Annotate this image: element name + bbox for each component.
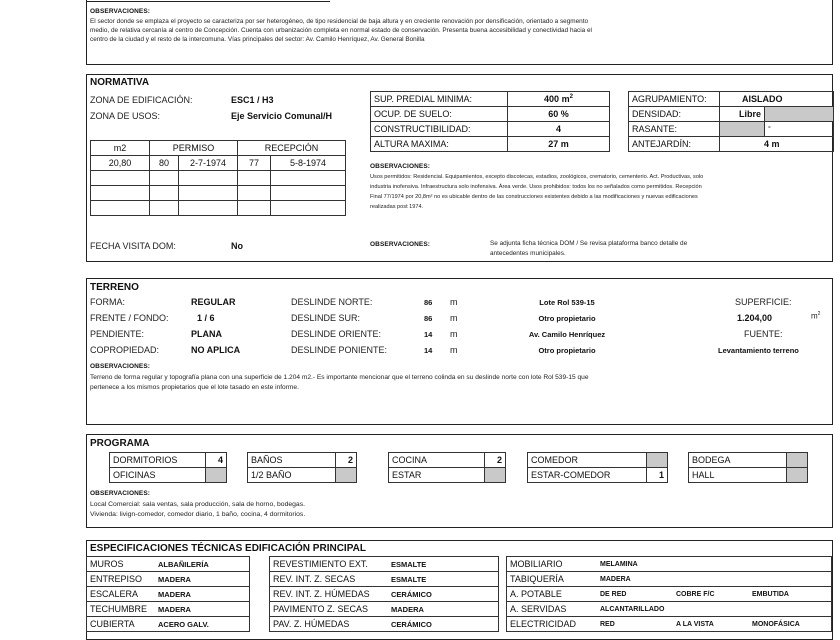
spec-row [87, 617, 250, 632]
normativa-title: NORMATIVA [90, 77, 150, 88]
programa-label: ESTAR-COMEDOR [528, 468, 647, 483]
header-recepcion: RECEPCIÓN [238, 141, 346, 156]
fecha-visita-label: FECHA VISITA DOM: [90, 241, 176, 251]
cell [179, 171, 238, 186]
spec-label: REVESTIMIENTO EXT. [270, 557, 389, 572]
spec-value: COBRE F/C [673, 587, 749, 602]
programa-section [86, 434, 833, 528]
cell: 80 [150, 156, 179, 171]
spec-label: ELECTRICIDAD [507, 617, 598, 632]
spec-label: PAVIMENTO Z. SECAS [270, 602, 389, 617]
permisos-row [91, 156, 346, 171]
spec-value [673, 572, 749, 587]
param-row [629, 107, 834, 122]
spec-value: A LA VISTA [673, 617, 749, 632]
deslinde-colinda: Otro propietario [538, 346, 596, 355]
terreno-label: PENDIENTE: [90, 329, 145, 339]
spec-row [507, 602, 832, 617]
programa-group [388, 452, 506, 483]
deslinde-unit: m [450, 313, 458, 323]
superficie-label: SUPERFICIE: [735, 297, 792, 307]
param-value: 4 m [720, 137, 834, 152]
programa-title: PROGRAMA [90, 438, 150, 449]
param-row [371, 122, 610, 137]
param-label: RASANTE: [629, 122, 720, 137]
terreno-value: REGULAR [191, 297, 236, 307]
permisos-row [91, 171, 346, 186]
spec-value: EMBUTIDA [749, 587, 832, 602]
param-value: 400 $m^2$ [508, 92, 610, 107]
permisos-table [90, 140, 346, 216]
spec-label: CUBIERTA [87, 617, 156, 632]
spec-row [270, 587, 499, 602]
programa-group [527, 452, 668, 483]
programa-value [787, 468, 808, 483]
programa-value [787, 453, 808, 468]
cell [91, 186, 150, 201]
terreno-section [86, 278, 833, 425]
spec-value: MONOFÁSICA [749, 617, 832, 632]
params-right-table [628, 91, 834, 152]
programa-value: 1 [647, 468, 668, 483]
deslinde-label: DESLINDE SUR: [291, 313, 361, 323]
permisos-row [91, 186, 346, 201]
spec-value [673, 557, 749, 572]
cell [150, 171, 179, 186]
sector-obs-line: medio, de relativa cercanía al centro de Concepción. Cuenta con urbanización completa en normal estado de conservación. Presenta buena accesibilidad y conectividad hacia el [90, 27, 592, 34]
cell [179, 186, 238, 201]
programa-group [688, 452, 808, 483]
params-mid-table [370, 91, 610, 152]
deslinde-colinda: Lote Rol 539-15 [539, 298, 595, 307]
cell [91, 201, 150, 216]
shaded-cell [765, 107, 834, 122]
param-row [629, 137, 834, 152]
param-value: 27 m [508, 137, 610, 152]
programa-label: BAÑOS [248, 453, 336, 468]
deslinde-dist: 14 [424, 330, 433, 339]
cell: 20,80 [91, 156, 150, 171]
programa-row [110, 453, 227, 468]
normativa-section [86, 74, 833, 262]
deslinde-unit: m [450, 345, 458, 355]
param-label: AGRUPAMIENTO: [629, 92, 720, 107]
spec-label: MOBILIARIO [507, 557, 598, 572]
terreno-label: FRENTE / FONDO: [90, 313, 169, 323]
terreno-label: FORMA: [90, 297, 125, 307]
cell [150, 186, 179, 201]
programa-row [528, 453, 668, 468]
spec-label: MUROS [87, 557, 156, 572]
programa-value [647, 453, 668, 468]
programa-label: ESTAR [389, 468, 485, 483]
permisos-row [91, 201, 346, 216]
programa-obs-line: Local Comercial: sala ventas, sala producción, sala de horno, bodegas. [90, 501, 305, 508]
spec-row [270, 557, 499, 572]
param-row [629, 122, 834, 137]
deslinde-label: DESLINDE NORTE: [291, 297, 373, 307]
sector-section [86, 0, 833, 65]
spec-value: ALCANTARILLADO [597, 602, 832, 617]
deslinde-dist: 86 [424, 298, 433, 307]
deslinde-dist: 86 [424, 314, 433, 323]
spec-label: TABIQUERÍA [507, 572, 598, 587]
programa-obs-line: Vivienda: livign-comedor, comedor diario, 1 baño, cocina, 4 dormitorios. [90, 511, 306, 518]
spec-row [507, 617, 832, 632]
spec-label: REV. INT. Z. HÚMEDAS [270, 587, 389, 602]
programa-label: 1/2 BAÑO [248, 468, 336, 483]
normativa-obs2-line: Se adjunta ficha técnica DOM / Se revisa plataforma banco detalle de [490, 240, 688, 247]
spec-row [87, 557, 250, 572]
param-label: ALTURA MAXIMA: [371, 137, 508, 152]
programa-row [689, 468, 808, 483]
terreno-obs-line: pertenece a los mismos propietarios que el lote tasado en este informe. [90, 384, 299, 391]
cell [238, 201, 271, 216]
terreno-value: NO APLICA [191, 345, 241, 355]
spec-value: ESMALTE [388, 572, 499, 587]
cell: 5-8-1974 [271, 156, 346, 171]
cell [238, 186, 271, 201]
programa-value [206, 468, 227, 483]
terreno-obs-title: OBSERVACIONES: [90, 363, 151, 370]
spec-value: MADERA [597, 572, 673, 587]
programa-group [109, 452, 227, 483]
programa-label: HALL [689, 468, 787, 483]
cell [150, 201, 179, 216]
spec-label: ENTREPISO [87, 572, 156, 587]
programa-row [110, 468, 227, 483]
programa-label: DORMITORIOS [110, 453, 206, 468]
spec-label: PAV. Z. HÚMEDAS [270, 617, 389, 632]
param-row [371, 137, 610, 152]
normativa-obs1-line: Final 77/1974 por 20,8m² no es ubicable dentro de las construcciones existentes debido a las modificaciones y nuevas edificaciones [370, 194, 698, 200]
programa-obs-title: OBSERVACIONES: [90, 490, 151, 497]
zona-edificacion-label: ZONA DE EDIFICACIÓN: [90, 95, 193, 105]
deslinde-label: DESLINDE ORIENTE: [291, 329, 382, 339]
especificaciones-title: ESPECIFICACIONES TÉCNICAS EDIFICACIÓN PRINCIPAL [90, 543, 366, 554]
cell [271, 201, 346, 216]
param-label: DENSIDAD: [629, 107, 720, 122]
param-value: 60 % [508, 107, 610, 122]
spec-row [87, 572, 250, 587]
programa-value [485, 468, 506, 483]
deslinde-unit: m [450, 329, 458, 339]
spec-label: ESCALERA [87, 587, 156, 602]
normativa-obs1-title: OBSERVACIONES: [370, 163, 431, 170]
param-label: ANTEJARDÍN: [629, 137, 720, 152]
programa-row [389, 453, 506, 468]
normativa-obs1-line: Usos permitidos: Residencial. Equipamientos, excepto discotecas, estadios, zoológicos, crematorio, cementerio. Act. Productivas, solo [370, 174, 704, 180]
zona-edificacion-value: ESC1 / H3 [231, 95, 274, 105]
terreno-title: TERRENO [90, 282, 139, 293]
spec-value: ALBAÑILERÍA [155, 557, 250, 572]
spec-value: RED [597, 617, 673, 632]
programa-row [248, 453, 357, 468]
spec-value: ACERO GALV. [155, 617, 250, 632]
superficie-unit: $m^2$ [811, 311, 821, 321]
spec-row [270, 617, 499, 632]
cell [179, 201, 238, 216]
normativa-obs1-line: realizadas post 1974. [370, 204, 424, 210]
param-row [371, 107, 610, 122]
cell [91, 171, 150, 186]
param-label: CONSTRUCTIBILIDAD: [371, 122, 508, 137]
spec-value: MADERA [388, 602, 499, 617]
spec-value: MADERA [155, 572, 250, 587]
normativa-obs2-line: antecedentes municipales. [490, 250, 566, 257]
especificaciones-col1 [86, 556, 250, 632]
param-row [371, 92, 610, 107]
spec-label: REV. INT. Z. SECAS [270, 572, 389, 587]
programa-value: 2 [336, 453, 357, 468]
sector-top-bar-left [87, 0, 330, 2]
terreno-value: PLANA [191, 329, 222, 339]
programa-row [389, 468, 506, 483]
cell [238, 171, 271, 186]
programa-row [248, 468, 357, 483]
programa-label: BODEGA [689, 453, 787, 468]
spec-label: TECHUMBRE [87, 602, 156, 617]
programa-value: 4 [206, 453, 227, 468]
spec-value: MELAMINA [597, 557, 673, 572]
spec-row [270, 572, 499, 587]
programa-label: OFICINAS [110, 468, 206, 483]
spec-value: DE RED [597, 587, 673, 602]
cell: 77 [238, 156, 271, 171]
deslinde-unit: m [450, 297, 458, 307]
spec-row [87, 587, 250, 602]
programa-row [528, 468, 668, 483]
spec-row [507, 557, 832, 572]
spec-value: ESMALTE [388, 557, 499, 572]
param-value: 4 [508, 122, 610, 137]
zona-usos-label: ZONA DE USOS: [90, 111, 161, 121]
spec-value [749, 557, 832, 572]
deslinde-colinda: Av. Camilo Henríquez [528, 330, 606, 339]
terreno-label: COPROPIEDAD: [90, 345, 160, 355]
param-label: OCUP. DE SUELO: [371, 107, 508, 122]
spec-value [749, 572, 832, 587]
param-value: Libre [720, 107, 765, 122]
deslinde-colinda: Otro propietario [538, 314, 596, 323]
cell [271, 171, 346, 186]
permisos-header-row [91, 141, 346, 156]
spec-label: A. POTABLE [507, 587, 598, 602]
spec-row [507, 572, 832, 587]
param-label: SUP. PREDIAL MINIMA: [371, 92, 508, 107]
param-row [629, 92, 834, 107]
spec-label: A. SERVIDAS [507, 602, 598, 617]
spec-row [507, 587, 832, 602]
spec-value: MADERA [155, 602, 250, 617]
terreno-value: 1 / 6 [197, 313, 215, 323]
normativa-obs2-title: OBSERVACIONES: [370, 241, 431, 248]
fuente-label: FUENTE: [744, 329, 783, 339]
terreno-obs-line: Terreno de forma regular y topografía plana con una superficie de 1.204 m2.- Es importante mencionar que el terreno colinda en su deslinde norte con lote Rol 539-15 que [90, 374, 589, 381]
spec-row [270, 602, 499, 617]
normativa-obs1-line: industria inofensiva. Infraestructura solo inofensiva. Área verde. Usos prohibidos: todos los no señalados como permitidos. Recepción [370, 184, 702, 190]
shaded-cell [720, 122, 765, 137]
header-permiso: PERMISO [150, 141, 238, 156]
programa-group [247, 452, 357, 483]
zona-usos-value: Eje Servicio Comunal/H [231, 111, 333, 121]
cell: 2-7-1974 [179, 156, 238, 171]
especificaciones-section [86, 540, 833, 640]
deslinde-dist: 14 [424, 346, 433, 355]
programa-label: COCINA [389, 453, 485, 468]
programa-label: COMEDOR [528, 453, 647, 468]
header-m2: m2 [91, 141, 150, 156]
programa-row [689, 453, 808, 468]
param-value: ° [765, 122, 834, 137]
deslinde-label: DESLINDE PONIENTE: [291, 345, 388, 355]
spec-value: CERÁMICO [388, 617, 499, 632]
cell [271, 186, 346, 201]
programa-value: 2 [485, 453, 506, 468]
especificaciones-col3 [506, 556, 832, 632]
sector-obs-title: OBSERVACIONES: [90, 8, 151, 15]
fuente-value: Levantamiento terreno [718, 346, 799, 355]
param-value: AISLADO [720, 92, 834, 107]
fecha-visita-value: No [231, 241, 243, 251]
sector-obs-line: centro de la ciudad y el resto de la intercomuna. Vías principales del sector: Av. Camilo Henríquez, Av. General Bonilla [90, 36, 425, 43]
sector-obs-line: El sector donde se emplaza el proyecto se caracteriza por ser heterogéneo, de tipo residencial de baja altura y en creciente renovación por densificación, orientado a segmento [90, 18, 589, 25]
programa-value [336, 468, 357, 483]
especificaciones-col2 [269, 556, 499, 632]
superficie-value: 1.204,00 [737, 313, 773, 323]
spec-value: CERÁMICO [388, 587, 499, 602]
spec-value: MADERA [155, 587, 250, 602]
spec-row [87, 602, 250, 617]
